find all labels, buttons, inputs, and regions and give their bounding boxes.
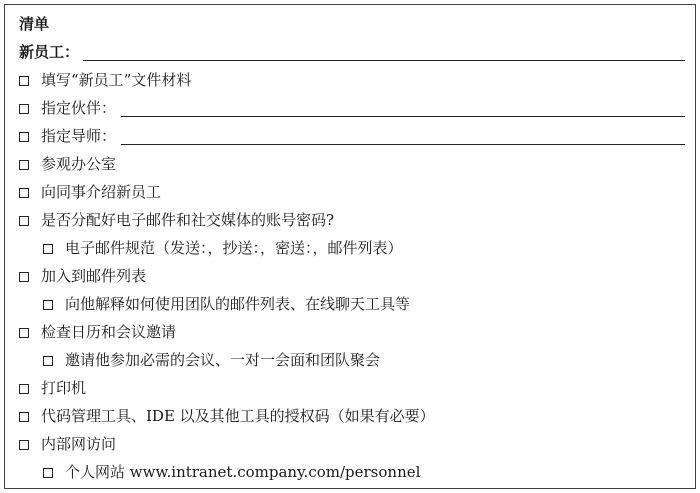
checkbox[interactable] [19, 412, 29, 422]
item-label: 填写“新员工”文件材料 [41, 71, 192, 89]
new-employee-fill-line[interactable] [83, 60, 685, 61]
checklist-item-introduce [19, 181, 161, 203]
checklist-item-buddy [19, 97, 116, 119]
new-employee-label: 新员工： [19, 43, 80, 61]
item-label: 代码管理工具、IDE 以及其他工具的授权码（如果有必要） [41, 407, 435, 425]
checklist-item-paperwork [19, 69, 191, 91]
checklist-item-printer [19, 377, 86, 399]
checklist-title: 清单 [19, 15, 50, 33]
checklist-item-licenses [19, 405, 435, 427]
checkbox[interactable] [43, 300, 53, 310]
checkbox[interactable] [19, 440, 29, 450]
item-label: 检查日历和会议邀请 [41, 323, 177, 341]
checkbox[interactable] [19, 76, 29, 86]
item-label: 向他解释如何使用团队的邮件列表、在线聊天工具等 [65, 295, 411, 313]
item-label: 加入到邮件列表 [41, 267, 147, 285]
item-label: 参观办公室 [41, 155, 117, 173]
checklist-item-intranet [19, 433, 116, 455]
checkbox[interactable] [19, 384, 29, 394]
checklist-item-calendar [19, 321, 176, 343]
checklist-frame [4, 4, 696, 489]
checklist-subitem-personal-site [43, 461, 420, 483]
checklist-item-mentor [19, 125, 116, 147]
item-label: 内部网访问 [41, 435, 117, 453]
checkbox[interactable] [19, 104, 29, 114]
checkbox[interactable] [19, 160, 29, 170]
checkbox[interactable] [19, 216, 29, 226]
checklist-subitem-email-rules [43, 237, 403, 259]
checklist-subitem-team-tools [43, 293, 410, 315]
checklist-subitem-meetings [43, 349, 380, 371]
buddy-fill-line[interactable] [121, 116, 685, 117]
checkbox[interactable] [43, 468, 53, 478]
item-label: 指定导师： [41, 127, 117, 145]
checklist-item-accounts [19, 209, 334, 231]
item-label: 指定伙伴： [41, 99, 117, 117]
checkbox[interactable] [43, 356, 53, 366]
item-label: 个人网站 www.intranet.company.com/personnel [65, 463, 421, 481]
checkbox[interactable] [19, 188, 29, 198]
checkbox[interactable] [19, 328, 29, 338]
item-label: 打印机 [41, 379, 87, 397]
item-label: 向同事介绍新员工 [41, 183, 162, 201]
checklist-item-mailing-list [19, 265, 146, 287]
checkbox[interactable] [19, 272, 29, 282]
item-label: 邀请他参加必需的会议、一对一会面和团队聚会 [65, 351, 381, 369]
checkbox[interactable] [19, 132, 29, 142]
checklist-item-office-tour [19, 153, 116, 175]
item-label: 是否分配好电子邮件和社交媒体的账号密码? [41, 211, 335, 229]
item-label: 电子邮件规范（发送：，抄送：，密送：，邮件列表） [65, 239, 403, 257]
checkbox[interactable] [43, 244, 53, 254]
mentor-fill-line[interactable] [121, 144, 685, 145]
